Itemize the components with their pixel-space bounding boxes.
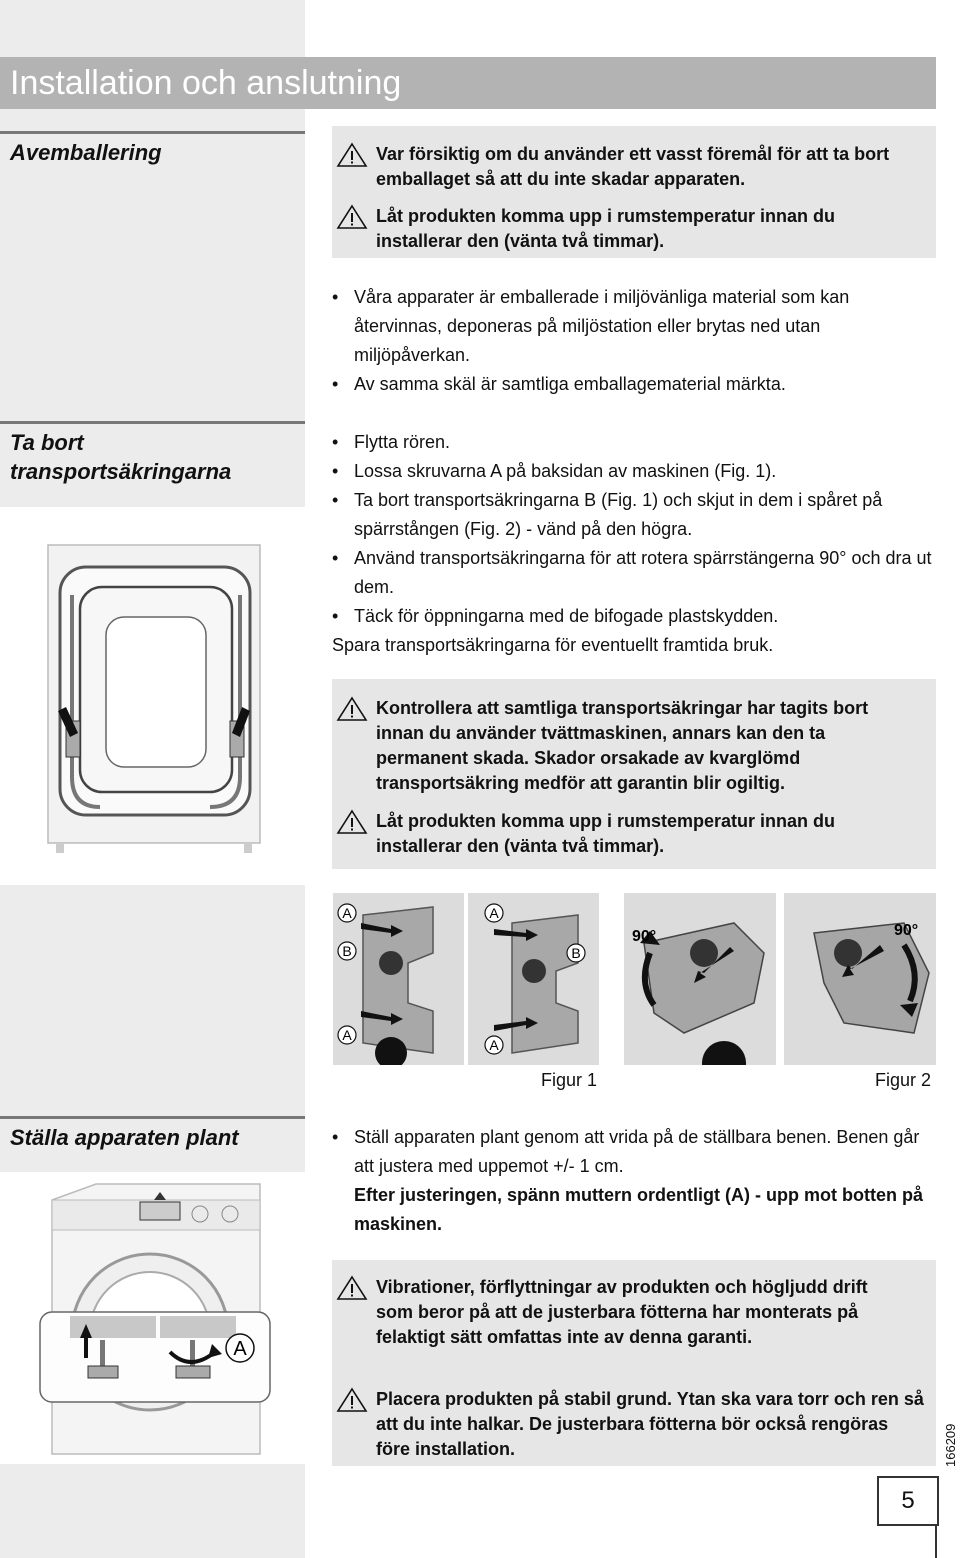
section-rule [0,1116,305,1119]
figure-2-panel-a [624,893,776,1065]
list-item: • Lossa skruvarna A på baksidan av maskinen (Fig. 1). [332,457,932,486]
figure-label-a: A [489,905,499,921]
bullet-list-unpacking [332,283,932,399]
warning-text: Vibrationer, förflyttningar av produkten och högljudd drift som beror på att de justerbara fötterna har monterats på felaktigt sätt omfattas inte av denna garanti. [376,1277,868,1347]
list-item: • Använd transportsäkringarna för att rotera spärrstängerna 90° och dra ut dem. [332,544,932,602]
warning-box-transport [332,679,936,869]
warning-box-leveling [332,1260,936,1466]
section-title-transport [10,428,231,486]
washer-rear-illustration [0,507,305,885]
list-item: • Täck för öppningarna med de bifogade plastskydden. [332,602,932,631]
warning-item [332,809,936,863]
bullet-list-transport [332,428,932,631]
figure-label-angle: 90° [632,928,657,945]
washer-front-illustration [0,1172,305,1464]
list-item: • Ta bort transportsäkringarna B (Fig. 1) och skjut in dem i spåret på spärrstången (Fig. 2) - vänd på den högra. [332,486,932,544]
page-title: Installation och anslutning [10,64,402,102]
warning-triangle-icon [336,204,368,230]
bracket-rotation-illustration [784,893,936,1065]
illustration-panel [0,507,305,885]
warning-triangle-icon [336,809,368,835]
warning-box-unpacking [332,126,936,258]
figure-label-a: A [489,1037,499,1053]
list-item: • Av samma skäl är samtliga emballagematerial märkta. [332,370,932,399]
warning-text: Låt produkten komma upp i rumstemperatur innan du installerar den (vänta två timmar). [376,206,836,251]
warning-item [332,1387,936,1465]
warning-item [332,204,936,254]
warning-text: Kontrollera att samtliga transportsäkringar har tagits bort innan du använder tvättmaskinen, annars kan den ta permanent skada. Skador orsakade av kvarglömd transportsäkring medför att garantin blir ogiltig. [376,698,869,793]
title-bar [0,57,936,109]
warning-item [332,1275,936,1379]
page-rule [935,1524,937,1558]
figure-2-panel-b [784,893,936,1065]
section-rule [0,131,305,134]
warning-text: Låt produkten komma upp i rumstemperatur innan du installerar den (vänta två timmar). [376,811,836,856]
warning-triangle-icon [336,1387,368,1413]
figure-1-panel-a [333,893,464,1065]
warning-item [332,696,936,800]
section-title-line: Ta bort [10,430,84,455]
bracket-rotation-illustration [624,893,776,1065]
warning-text: Placera produkten på stabil grund. Ytan ska vara torr och ren så att du inte halkar. De justerbara fötterna bör också rengöras före installation. [376,1389,924,1459]
warning-triangle-icon [336,696,368,722]
figure-label-angle: 90° [894,922,919,939]
warning-triangle-icon [336,1275,368,1301]
figure-label-b: B [342,943,352,959]
illustration-label-a: A [233,1338,247,1360]
list-item: • Ställ apparaten plant genom att vrida på de ställbara benen. Benen går att justera med uppemot +/- 1 cm. [332,1123,932,1181]
leveling-bold-note: Efter justeringen, spänn muttern ordentligt (A) - upp mot botten på maskinen. [354,1185,923,1234]
figure-label-a: A [342,905,352,921]
illustration-panel [0,1172,305,1464]
warning-triangle-icon [336,142,368,168]
transport-note: Spara transportsäkringarna för eventuellt framtida bruk. [332,635,774,655]
section-title-line: transportsäkringarna [10,459,232,484]
list-item: • Våra apparater är emballerade i miljövänliga material som kan återvinnas, deponeras på miljöstation eller brytas ned utan miljöpåverkan. [332,283,932,370]
bracket-illustration [333,893,464,1065]
warning-item [332,142,936,192]
figure-caption-2: Figur 2 [875,1070,932,1090]
figure-caption-1: Figur 1 [541,1070,598,1090]
figure-label-b: B [571,945,581,961]
figure-1-panel-b [468,893,599,1065]
bullet-list-leveling [332,1123,932,1181]
bracket-illustration [468,893,599,1065]
list-item: • Flytta rören. [332,428,932,457]
section-title-unpacking: Avemballering [10,140,162,165]
figure-label-a: A [342,1027,352,1043]
document-number: 166209 [943,1423,958,1467]
warning-text: Var försiktig om du använder ett vasst föremål för att ta bort emballaget så att du inte skadar apparaten. [376,144,890,189]
section-title-leveling: Ställa apparaten plant [10,1125,239,1150]
page-number: 5 [877,1476,939,1526]
section-rule [0,421,305,424]
